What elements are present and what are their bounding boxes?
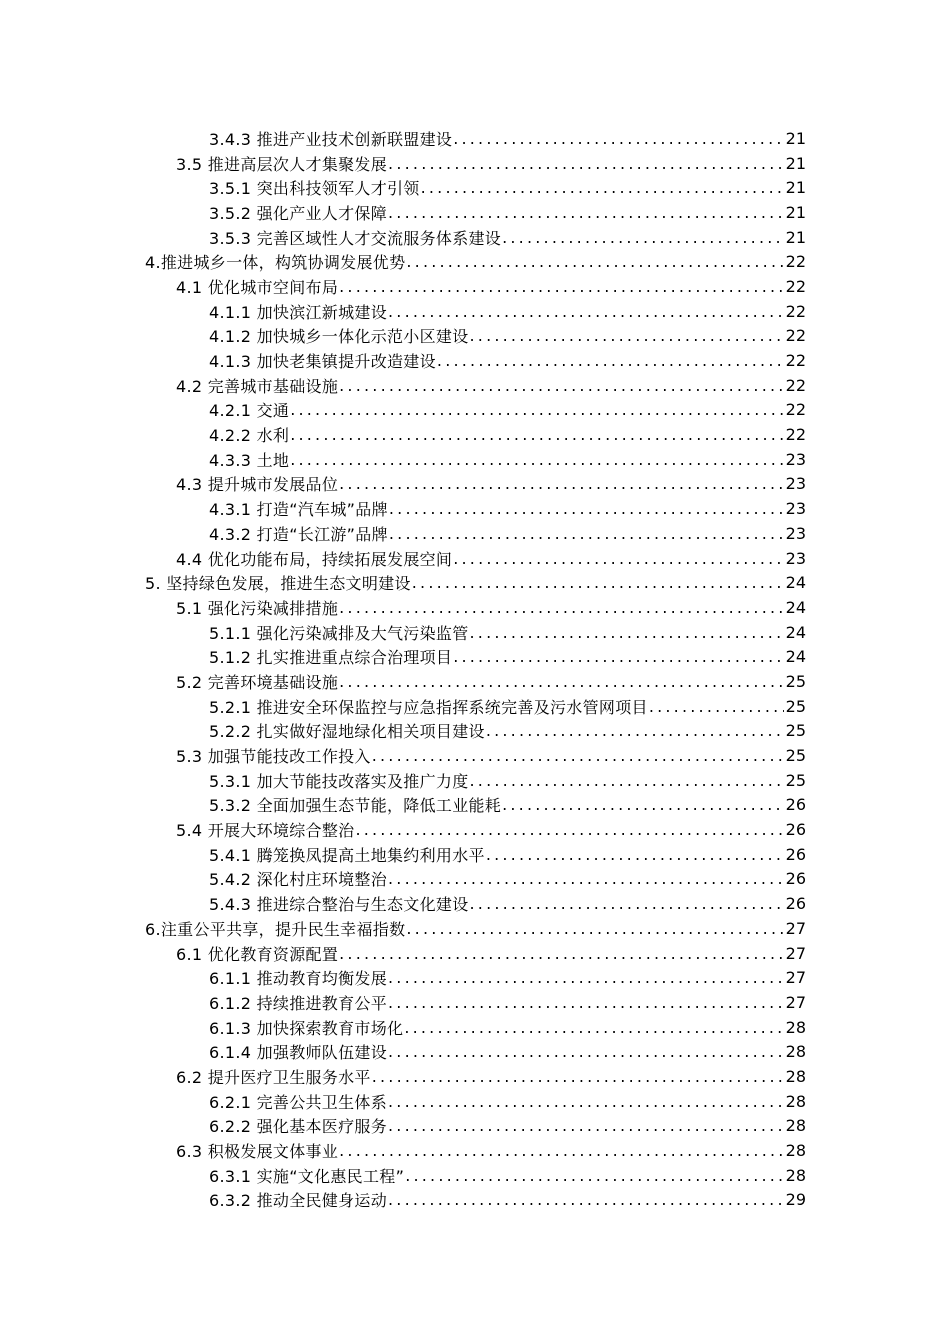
toc-entry-title: 5.4 开展大环境综合整治 [176, 821, 355, 841]
toc-entry[interactable] [209, 1114, 806, 1139]
toc-entry-title: 4.4 优化功能布局，持续拓展发展空间 [176, 549, 453, 569]
toc-entry-title: 3.4.3 推进产业技术创新联盟建设 [209, 129, 453, 149]
toc-page-number: 25 [785, 746, 806, 766]
toc-entry-title: 5.2.2 扎实做好湿地绿化相关项目建设 [209, 722, 485, 742]
toc-page-number: 27 [785, 943, 806, 963]
toc-entry[interactable] [176, 941, 806, 966]
toc-dot-leader [388, 1042, 784, 1061]
toc-entry[interactable] [209, 990, 806, 1015]
toc-page-number: 25 [785, 671, 806, 691]
toc-entry-title: 5.1.1 强化污染减排及大气污染监管 [209, 623, 469, 643]
toc-entry[interactable] [176, 1064, 806, 1089]
toc-page-number: 24 [785, 622, 806, 642]
toc-entry-title: 6.注重公平共享，提升民生幸福指数 [145, 919, 406, 939]
toc-page-number: 25 [785, 770, 806, 790]
toc-dot-leader [486, 721, 784, 740]
toc-entry-title: 4.推进城乡一体，构筑协调发展优势 [145, 253, 406, 273]
toc-entry-title: 4.2.1 交通 [209, 401, 290, 421]
toc-entry[interactable] [209, 126, 806, 151]
toc-entry-title: 6.1.4 加强教师队伍建设 [209, 1043, 387, 1063]
toc-entry-title: 4.3.2 打造“长江游”品牌 [209, 524, 388, 544]
toc-entry[interactable] [209, 620, 806, 645]
toc-page-number: 28 [785, 1091, 806, 1111]
toc-entry[interactable] [176, 546, 806, 571]
toc-entry-title: 5. 坚持绿色发展，推进生态文明建设 [145, 574, 411, 594]
toc-entry-title: 6.1.2 持续推进教育公平 [209, 993, 387, 1013]
toc-entry-title: 5.2 完善环境基础设施 [176, 672, 339, 692]
toc-entry-title: 4.3.3 土地 [209, 450, 290, 470]
toc-entry[interactable] [145, 570, 806, 595]
toc-entry-title: 5.3.2 全面加强生态节能，降低工业能耗 [209, 796, 502, 816]
toc-dot-leader [339, 1141, 784, 1160]
toc-dot-leader [404, 1018, 783, 1037]
toc-dot-leader [388, 1190, 784, 1209]
toc-entry-title: 5.4.2 深化村庄环境整治 [209, 870, 387, 890]
toc-entry[interactable] [209, 719, 806, 744]
toc-entry[interactable] [209, 398, 806, 423]
toc-dot-leader [290, 425, 783, 444]
toc-entry[interactable] [209, 200, 806, 225]
toc-entry[interactable] [209, 1188, 806, 1213]
toc-entry[interactable] [209, 694, 806, 719]
toc-dot-leader [453, 549, 783, 568]
toc-entry[interactable] [209, 447, 806, 472]
toc-entry[interactable] [209, 1089, 806, 1114]
toc-dot-leader [470, 623, 784, 642]
toc-dot-leader [372, 746, 784, 765]
toc-entry-title: 3.5.2 强化产业人才保障 [209, 203, 387, 223]
toc-dot-leader [339, 376, 784, 395]
toc-dot-leader [406, 919, 783, 938]
toc-entry[interactable] [209, 842, 806, 867]
toc-page-number: 23 [785, 449, 806, 469]
toc-page-number: 24 [785, 573, 806, 593]
toc-entry[interactable] [209, 891, 806, 916]
toc-entry-title: 4.1.3 加快老集镇提升改造建设 [209, 352, 436, 372]
toc-entry-title: 4.1 优化城市空间布局 [176, 277, 339, 297]
toc-dot-leader [388, 203, 784, 222]
toc-entry-title: 5.3.1 加大节能技改落实及推广力度 [209, 771, 469, 791]
toc-entry[interactable] [209, 521, 806, 546]
toc-dot-leader [339, 944, 784, 963]
toc-page-number: 23 [785, 523, 806, 543]
toc-entry-title: 6.1.3 加快探索教育市场化 [209, 1018, 404, 1038]
toc-page-number: 23 [785, 548, 806, 568]
toc-entry[interactable] [176, 151, 806, 176]
toc-page-number: 21 [785, 128, 806, 148]
toc-page-number: 26 [785, 869, 806, 889]
toc-entry-title: 4.2.2 水利 [209, 426, 290, 446]
toc-dot-leader [502, 228, 784, 247]
toc-entry[interactable] [209, 175, 806, 200]
toc-entry[interactable] [209, 1039, 806, 1064]
toc-page-number: 26 [785, 844, 806, 864]
toc-page-number: 28 [785, 1017, 806, 1037]
toc-entry-title: 6.1 优化教育资源配置 [176, 944, 339, 964]
toc-dot-leader [453, 129, 783, 148]
toc-page-number: 26 [785, 820, 806, 840]
toc-dot-leader [355, 820, 783, 839]
toc-entry-title: 3.5.1 突出科技领军人才引领 [209, 179, 420, 199]
toc-dot-leader [339, 277, 784, 296]
toc-page-number: 21 [785, 178, 806, 198]
toc-dot-leader [453, 647, 783, 666]
toc-dot-leader [406, 252, 783, 271]
toc-entry[interactable] [176, 472, 806, 497]
toc-entry-title: 5.4.1 腾笼换凤提高土地集约利用水平 [209, 845, 485, 865]
toc-dot-leader [290, 450, 783, 469]
toc-dot-leader [339, 474, 784, 493]
toc-dot-leader [339, 672, 784, 691]
toc-page-number: 22 [785, 375, 806, 395]
toc-page-number: 22 [785, 326, 806, 346]
toc-page-number: 22 [785, 351, 806, 371]
toc-dot-leader [389, 524, 784, 543]
toc-page-number: 27 [785, 992, 806, 1012]
toc-entry[interactable] [145, 916, 806, 941]
toc-entry[interactable] [176, 669, 806, 694]
toc-page-number: 29 [785, 1190, 806, 1210]
toc-page-number: 22 [785, 400, 806, 420]
toc-entry[interactable] [209, 965, 806, 990]
toc-dot-leader [649, 697, 784, 716]
toc-page-number: 28 [785, 1042, 806, 1062]
toc-dot-leader [470, 771, 784, 790]
toc-entry[interactable] [209, 793, 806, 818]
toc-dot-leader [421, 178, 784, 197]
toc-entry[interactable] [145, 249, 806, 274]
toc-page-number: 21 [785, 202, 806, 222]
toc-page-number: 22 [785, 252, 806, 272]
toc-page-number: 26 [785, 894, 806, 914]
toc-entry-title: 5.3 加强节能技改工作投入 [176, 747, 371, 767]
toc-dot-leader [388, 154, 784, 173]
toc-entry[interactable] [209, 299, 806, 324]
toc-page-number: 23 [785, 474, 806, 494]
toc-dot-leader [502, 795, 784, 814]
toc-entry-title: 4.1.1 加快滨江新城建设 [209, 302, 387, 322]
toc-page-number: 28 [785, 1141, 806, 1161]
toc-entry-title: 4.3.1 打造“汽车城”品牌 [209, 500, 388, 520]
toc-page-number: 23 [785, 499, 806, 519]
toc-entry[interactable] [209, 1163, 806, 1188]
table-of-contents [0, 126, 950, 1212]
toc-entry-title: 5.4.3 推进综合整治与生态文化建设 [209, 895, 469, 915]
toc-entry[interactable] [176, 274, 806, 299]
toc-dot-leader [470, 326, 784, 345]
toc-page-number: 28 [785, 1165, 806, 1185]
toc-entry[interactable] [209, 1015, 806, 1040]
toc-dot-leader [389, 499, 784, 518]
toc-page-number: 21 [785, 227, 806, 247]
toc-page-number: 28 [785, 1116, 806, 1136]
toc-entry[interactable] [209, 348, 806, 373]
toc-entry-title: 6.3.2 推动全民健身运动 [209, 1191, 387, 1211]
toc-page-number: 27 [785, 968, 806, 988]
toc-page-number: 24 [785, 597, 806, 617]
toc-dot-leader [388, 302, 784, 321]
toc-entry[interactable] [209, 324, 806, 349]
toc-entry-title: 6.2 提升医疗卫生服务水平 [176, 1067, 371, 1087]
toc-entry[interactable] [209, 496, 806, 521]
toc-entry-title: 6.2.2 强化基本医疗服务 [209, 1117, 387, 1137]
toc-dot-leader [388, 1116, 784, 1135]
toc-entry[interactable] [176, 373, 806, 398]
toc-page-number: 22 [785, 276, 806, 296]
toc-dot-leader [470, 894, 784, 913]
toc-entry[interactable] [209, 768, 806, 793]
toc-dot-leader [339, 598, 784, 617]
toc-dot-leader [372, 1067, 784, 1086]
toc-page-number: 27 [785, 918, 806, 938]
toc-page-number: 26 [785, 795, 806, 815]
toc-page-number: 25 [785, 696, 806, 716]
toc-entry[interactable] [176, 1138, 806, 1163]
toc-entry-title: 3.5.3 完善区域性人才交流服务体系建设 [209, 228, 502, 248]
toc-entry-title: 6.2.1 完善公共卫生体系 [209, 1092, 387, 1112]
toc-entry[interactable] [209, 867, 806, 892]
toc-entry-title: 3.5 推进高层次人才集聚发展 [176, 154, 388, 174]
toc-page-number: 22 [785, 425, 806, 445]
toc-dot-leader [388, 1092, 784, 1111]
toc-dot-leader [412, 573, 784, 592]
toc-page-number: 28 [785, 1066, 806, 1086]
toc-page-number: 22 [785, 301, 806, 321]
toc-entry-title: 6.3 积极发展文体事业 [176, 1142, 339, 1162]
toc-dot-leader [437, 351, 784, 370]
toc-entry-title: 5.2.1 推进安全环保监控与应急指挥系统完善及污水管网项目 [209, 697, 648, 717]
toc-entry-title: 4.2 完善城市基础设施 [176, 376, 339, 396]
toc-page-number: 25 [785, 721, 806, 741]
toc-entry-title: 5.1 强化污染减排措施 [176, 598, 339, 618]
toc-dot-leader [290, 400, 783, 419]
toc-entry-title: 4.3 提升城市发展品位 [176, 475, 339, 495]
toc-dot-leader [388, 968, 784, 987]
toc-entry[interactable] [209, 644, 806, 669]
toc-page-number: 24 [785, 647, 806, 667]
toc-entry[interactable] [209, 422, 806, 447]
toc-entry[interactable] [176, 743, 806, 768]
toc-entry-title: 6.1.1 推动教育均衡发展 [209, 969, 387, 989]
toc-entry[interactable] [176, 817, 806, 842]
toc-entry[interactable] [176, 595, 806, 620]
toc-entry-title: 5.1.2 扎实推进重点综合治理项目 [209, 648, 453, 668]
toc-dot-leader [388, 869, 784, 888]
toc-page-number: 21 [785, 153, 806, 173]
toc-entry-title: 4.1.2 加快城乡一体化示范小区建设 [209, 327, 469, 347]
toc-dot-leader [486, 845, 784, 864]
toc-entry-title: 6.3.1 实施“文化惠民工程” [209, 1166, 405, 1186]
toc-dot-leader [405, 1166, 783, 1185]
toc-dot-leader [388, 993, 784, 1012]
toc-entry[interactable] [209, 225, 806, 250]
